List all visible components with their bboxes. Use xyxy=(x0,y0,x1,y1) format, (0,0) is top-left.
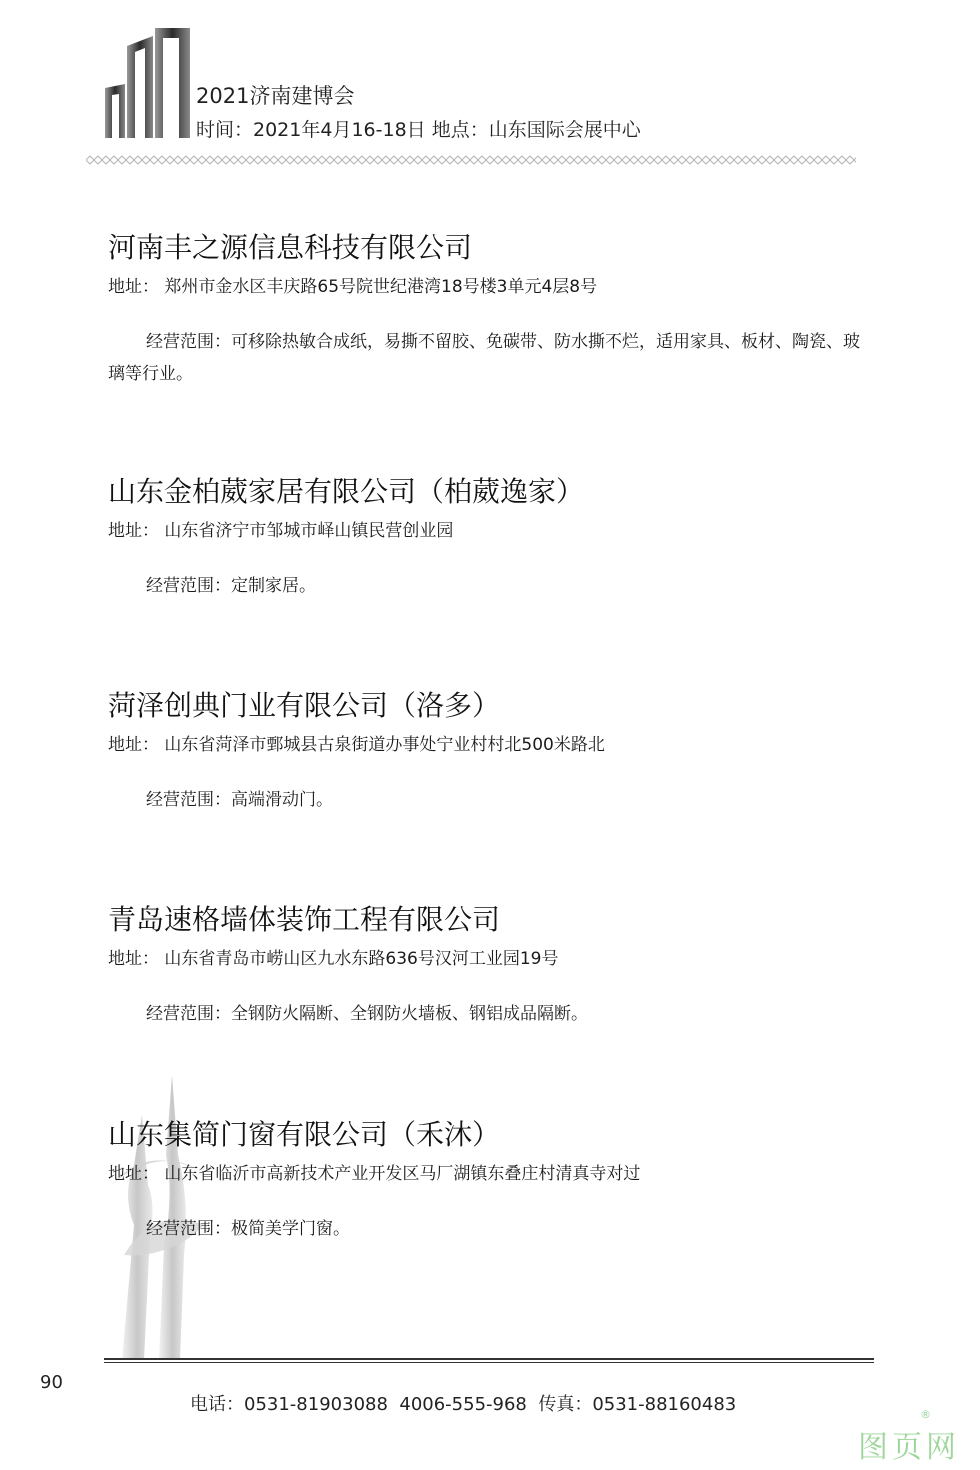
company-name: 菏泽创典门业有限公司（洛多） xyxy=(108,689,501,722)
company-entry xyxy=(108,474,868,602)
company-address: 地址： 山东省青岛市崂山区九水东路636号汉河工业园19号 xyxy=(108,949,559,969)
watermark-logo: 图页网 xyxy=(858,1430,960,1465)
header-divider xyxy=(86,154,856,166)
header-subtitle: 时间：2021年4月16-18日 地点：山东国际会展中心 xyxy=(196,119,641,141)
company-scope: 经营范围：可移除热敏合成纸，易撕不留胶、免碳带、防水撕不烂，适用家具、板材、陶瓷、玻璃等行业。 xyxy=(108,332,860,384)
footer-divider xyxy=(104,1358,874,1364)
header-title: 2021济南建博会 xyxy=(196,84,355,108)
company-entry xyxy=(108,1117,868,1245)
company-entry xyxy=(108,688,868,816)
page-number: 90 xyxy=(40,1372,63,1393)
company-entry xyxy=(108,902,868,1030)
company-address: 地址： 郑州市金水区丰庆路65号院世纪港湾18号楼3单元4层8号 xyxy=(108,277,598,297)
building-logo-icon xyxy=(105,28,190,138)
company-entry xyxy=(108,230,868,390)
company-scope: 经营范围：高端滑动门。 xyxy=(146,790,333,810)
company-address: 地址： 山东省菏泽市鄄城县古泉街道办事处宁业村村北500米路北 xyxy=(108,735,605,755)
company-scope: 经营范围：极简美学门窗。 xyxy=(146,1219,350,1239)
company-name: 山东集简门窗有限公司（禾沐） xyxy=(108,1118,501,1151)
company-name: 山东金柏葳家居有限公司（柏葳逸家） xyxy=(108,475,585,508)
company-address: 地址： 山东省济宁市邹城市峄山镇民营创业园 xyxy=(108,521,454,541)
company-address: 地址： 山东省临沂市高新技术产业开发区马厂湖镇东叠庄村清真寺对过 xyxy=(108,1164,641,1184)
company-scope: 经营范围：定制家居。 xyxy=(146,576,316,596)
watermark-registered-mark: ® xyxy=(920,1408,931,1421)
footer-contact: 电话：0531-81903088 4006-555-968 传真：0531-88160483 xyxy=(190,1394,737,1415)
company-scope: 经营范围：全钢防火隔断、全钢防火墙板、钢铝成品隔断。 xyxy=(146,1004,588,1024)
company-name: 河南丰之源信息科技有限公司 xyxy=(108,231,473,264)
company-name: 青岛速格墙体装饰工程有限公司 xyxy=(108,903,501,936)
